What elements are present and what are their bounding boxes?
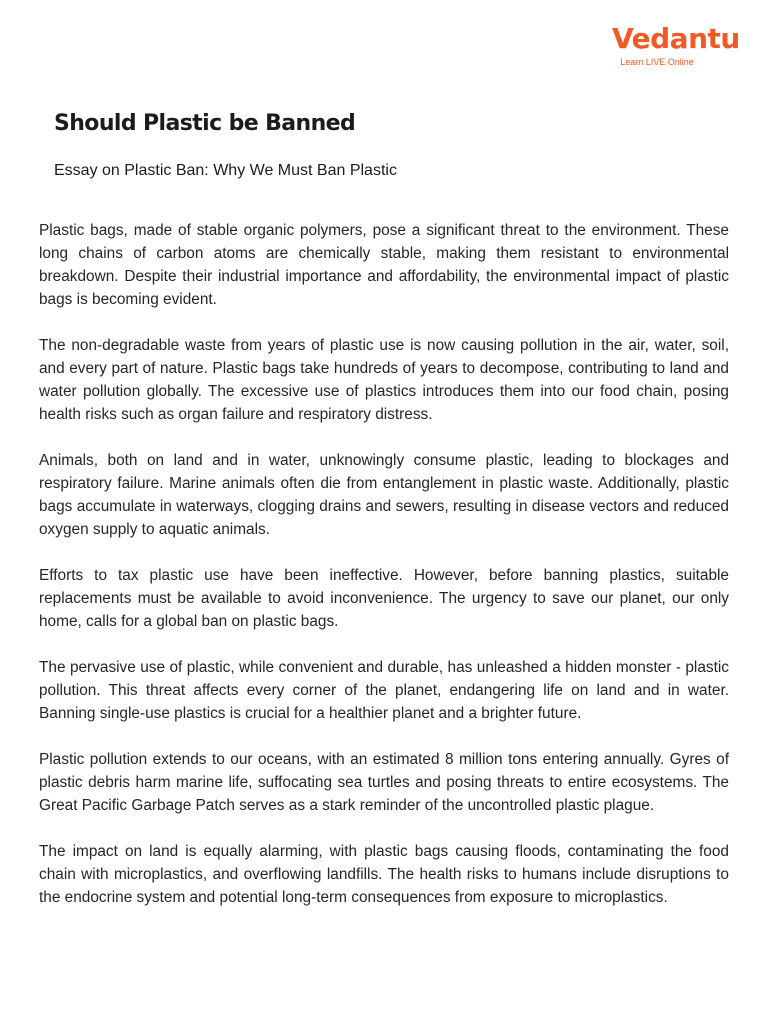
logo-tagline: Learn LIVE Online — [620, 57, 694, 67]
page-title: Should Plastic be Banned — [54, 111, 356, 136]
page-subtitle: Essay on Plastic Ban: Why We Must Ban Plastic — [54, 162, 397, 179]
essay-paragraph-4: Efforts to tax plastic use have been ineffective. However, before banning plastics, suitable replacements must be available to avoid inconvenience. The urgency to save our planet, our only home, calls for a global ban on plastic bags. — [39, 567, 729, 630]
essay-paragraph-5: The pervasive use of plastic, while convenient and durable, has unleashed a hidden monster - plastic pollution. This threat affects every corner of the planet, endangering life on land and in water. Banning single-use plastics is crucial for a healthier planet and a brighter future. — [39, 659, 729, 722]
essay-paragraph-3: Animals, both on land and in water, unknowingly consume plastic, leading to blockages and respiratory failure. Marine animals often die from entanglement in plastic waste. Additionally, plastic bags accumulate in waterways, clogging drains and sewers, resulting in disease vectors and reduced oxygen supply to aquatic animals. — [39, 452, 729, 538]
logo-wordmark: Vedantu — [612, 22, 740, 55]
essay-paragraph-1: Plastic bags, made of stable organic polymers, pose a significant threat to the environment. These long chains of carbon atoms are chemically stable, making them resistant to environmental breakdown. Despite their industrial importance and affordability, the environmental impact of plastic bags is becoming evident. — [39, 222, 729, 308]
essay-paragraph-2: The non-degradable waste from years of plastic use is now causing pollution in the air, water, soil, and every part of nature. Plastic bags take hundreds of years to decompose, contributing to land and water pollution globally. The excessive use of plastics introduces them into our food chain, posing health risks such as organ failure and respiratory distress. — [39, 337, 729, 423]
essay-paragraph-6: Plastic pollution extends to our oceans, with an estimated 8 million tons entering annually. Gyres of plastic debris harm marine life, suffocating sea turtles and posing threats to entire ecosystems. The Great Pacific Garbage Patch serves as a stark reminder of the uncontrolled plastic plague. — [39, 751, 729, 814]
vedantu-logo[interactable] — [612, 22, 740, 68]
essay-paragraph-7: The impact on land is equally alarming, with plastic bags causing floods, contaminating the food chain with microplastics, and overflowing landfills. The health risks to humans include disruptions to the endocrine system and potential long-term consequences from exposure to microplastics. — [39, 843, 729, 906]
essay-body — [39, 219, 729, 932]
